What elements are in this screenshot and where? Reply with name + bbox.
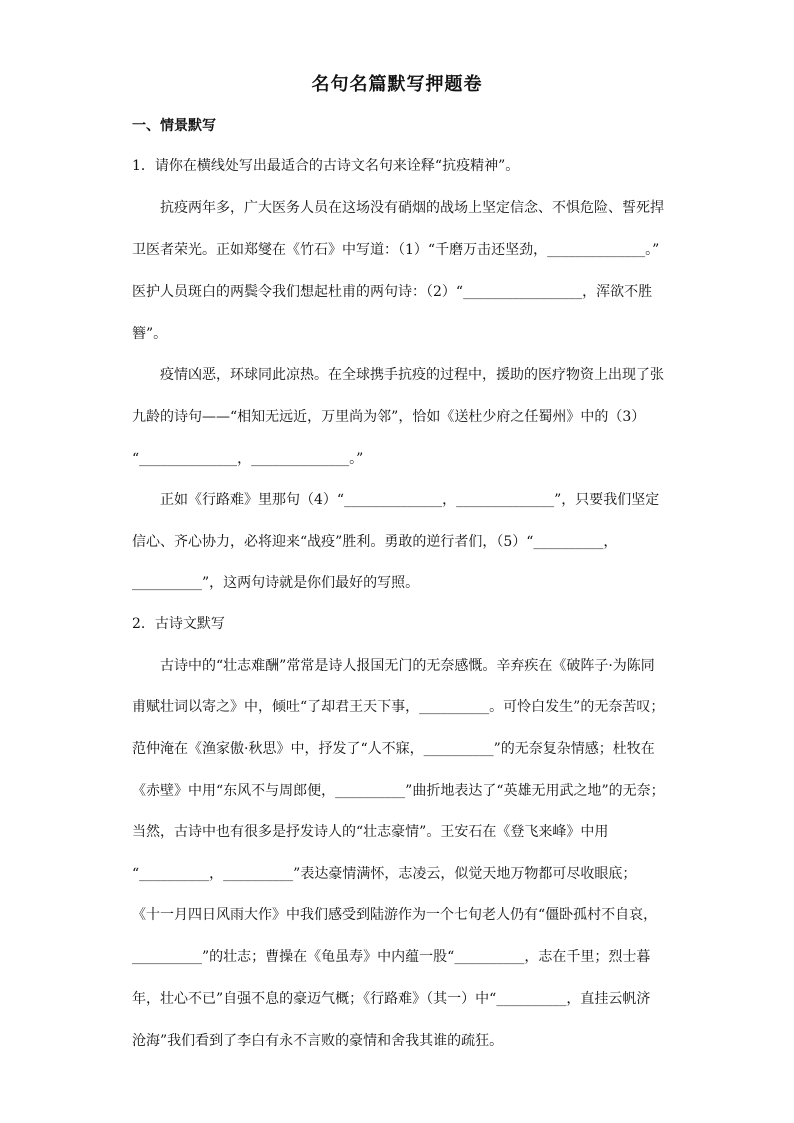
paragraph-line: “______________，______________。”	[132, 451, 364, 467]
paragraph-line: “__________，__________”表达豪情满怀，志凌云，似觉天地万物都可尽收眼底；	[132, 866, 637, 882]
paragraph-line: 抗疫两年多，广大医务人员在这场没有硝烟的战场上坚定信念、不惧危险、誓死捍	[160, 200, 664, 216]
paragraph-line: 正如《行路难》里那句（4）“______________，______________”，只要我们坚定	[160, 492, 660, 508]
paragraph-line: __________”，这两句诗就是你们最好的写照。	[132, 575, 420, 591]
section-heading: 一、情景默写	[132, 118, 216, 134]
paragraph-line: 古诗中的“壮志难酬”常常是诗人报国无门的无奈感慨。辛弃疾在《破阵子·为陈同	[160, 658, 655, 674]
paragraph-line: 甫赋壮词以寄之》中，倾吐“了却君王天下事，__________。可怜白发生”的无奈苦叹；	[132, 699, 665, 715]
paragraph-line: 卫医者荣光。正如郑燮在《竹石》中写道：（1）“千磨万击还坚劲，______________。”	[132, 242, 660, 258]
paragraph-line: 《十一月四日风雨大作》中我们感受到陆游作为一个七旬老人仍有“僵卧孤村不自哀，	[132, 907, 658, 923]
paragraph-line: 疫情凶恶，环球同此凉热。在全球携手抗疫的过程中，援助的医疗物资上出现了张	[160, 367, 664, 383]
question-2-heading: 2．古诗文默写	[132, 616, 225, 632]
question-1-prompt: 1．请你在横线处写出最适合的古诗文名句来诠释“抗疫精神”。	[132, 158, 520, 174]
page-title: 名句名篇默写押题卷	[311, 74, 483, 95]
paragraph-line: 医护人员斑白的两鬓令我们想起杜甫的两句诗：（2）“_________________，浑欲不胜	[132, 284, 653, 300]
paragraph-line: 当然，古诗中也有很多是抒发诗人的“壮志豪情”。王安石在《登飞来峰》中用	[132, 824, 609, 840]
paragraph-line: 九龄的诗句——“相知无远近，万里尚为邻”，恰如《送杜少府之任蜀州》中的（3）	[132, 409, 646, 425]
paragraph-line: 簪”。	[132, 326, 168, 342]
paragraph-line: 范仲淹在《渔家傲·秋思》中，抒发了“人不寐，__________”的无奈复杂情感；杜牧在	[132, 741, 655, 757]
paragraph-line: __________”的壮志；曹操在《龟虽寿》中内蕴一股“__________，志在千里；烈士暮	[132, 949, 651, 965]
paragraph-line: 信心、齐心协力，必将迎来“战疫”胜利。勇敢的逆行者们，（5）“__________，	[132, 534, 618, 550]
paragraph-line: 沧海”我们看到了李白有永不言败的豪情和舍我其谁的疏狂。	[132, 1033, 504, 1049]
paragraph-line: 《赤壁》中用“东风不与周郎便，__________”曲折地表达了“英雄无用武之地”的无奈；	[132, 783, 665, 799]
paragraph-line: 年，壮心不已”自强不息的豪迈气概；《行路难》（其一）中“__________，直挂云帆济	[132, 991, 651, 1007]
